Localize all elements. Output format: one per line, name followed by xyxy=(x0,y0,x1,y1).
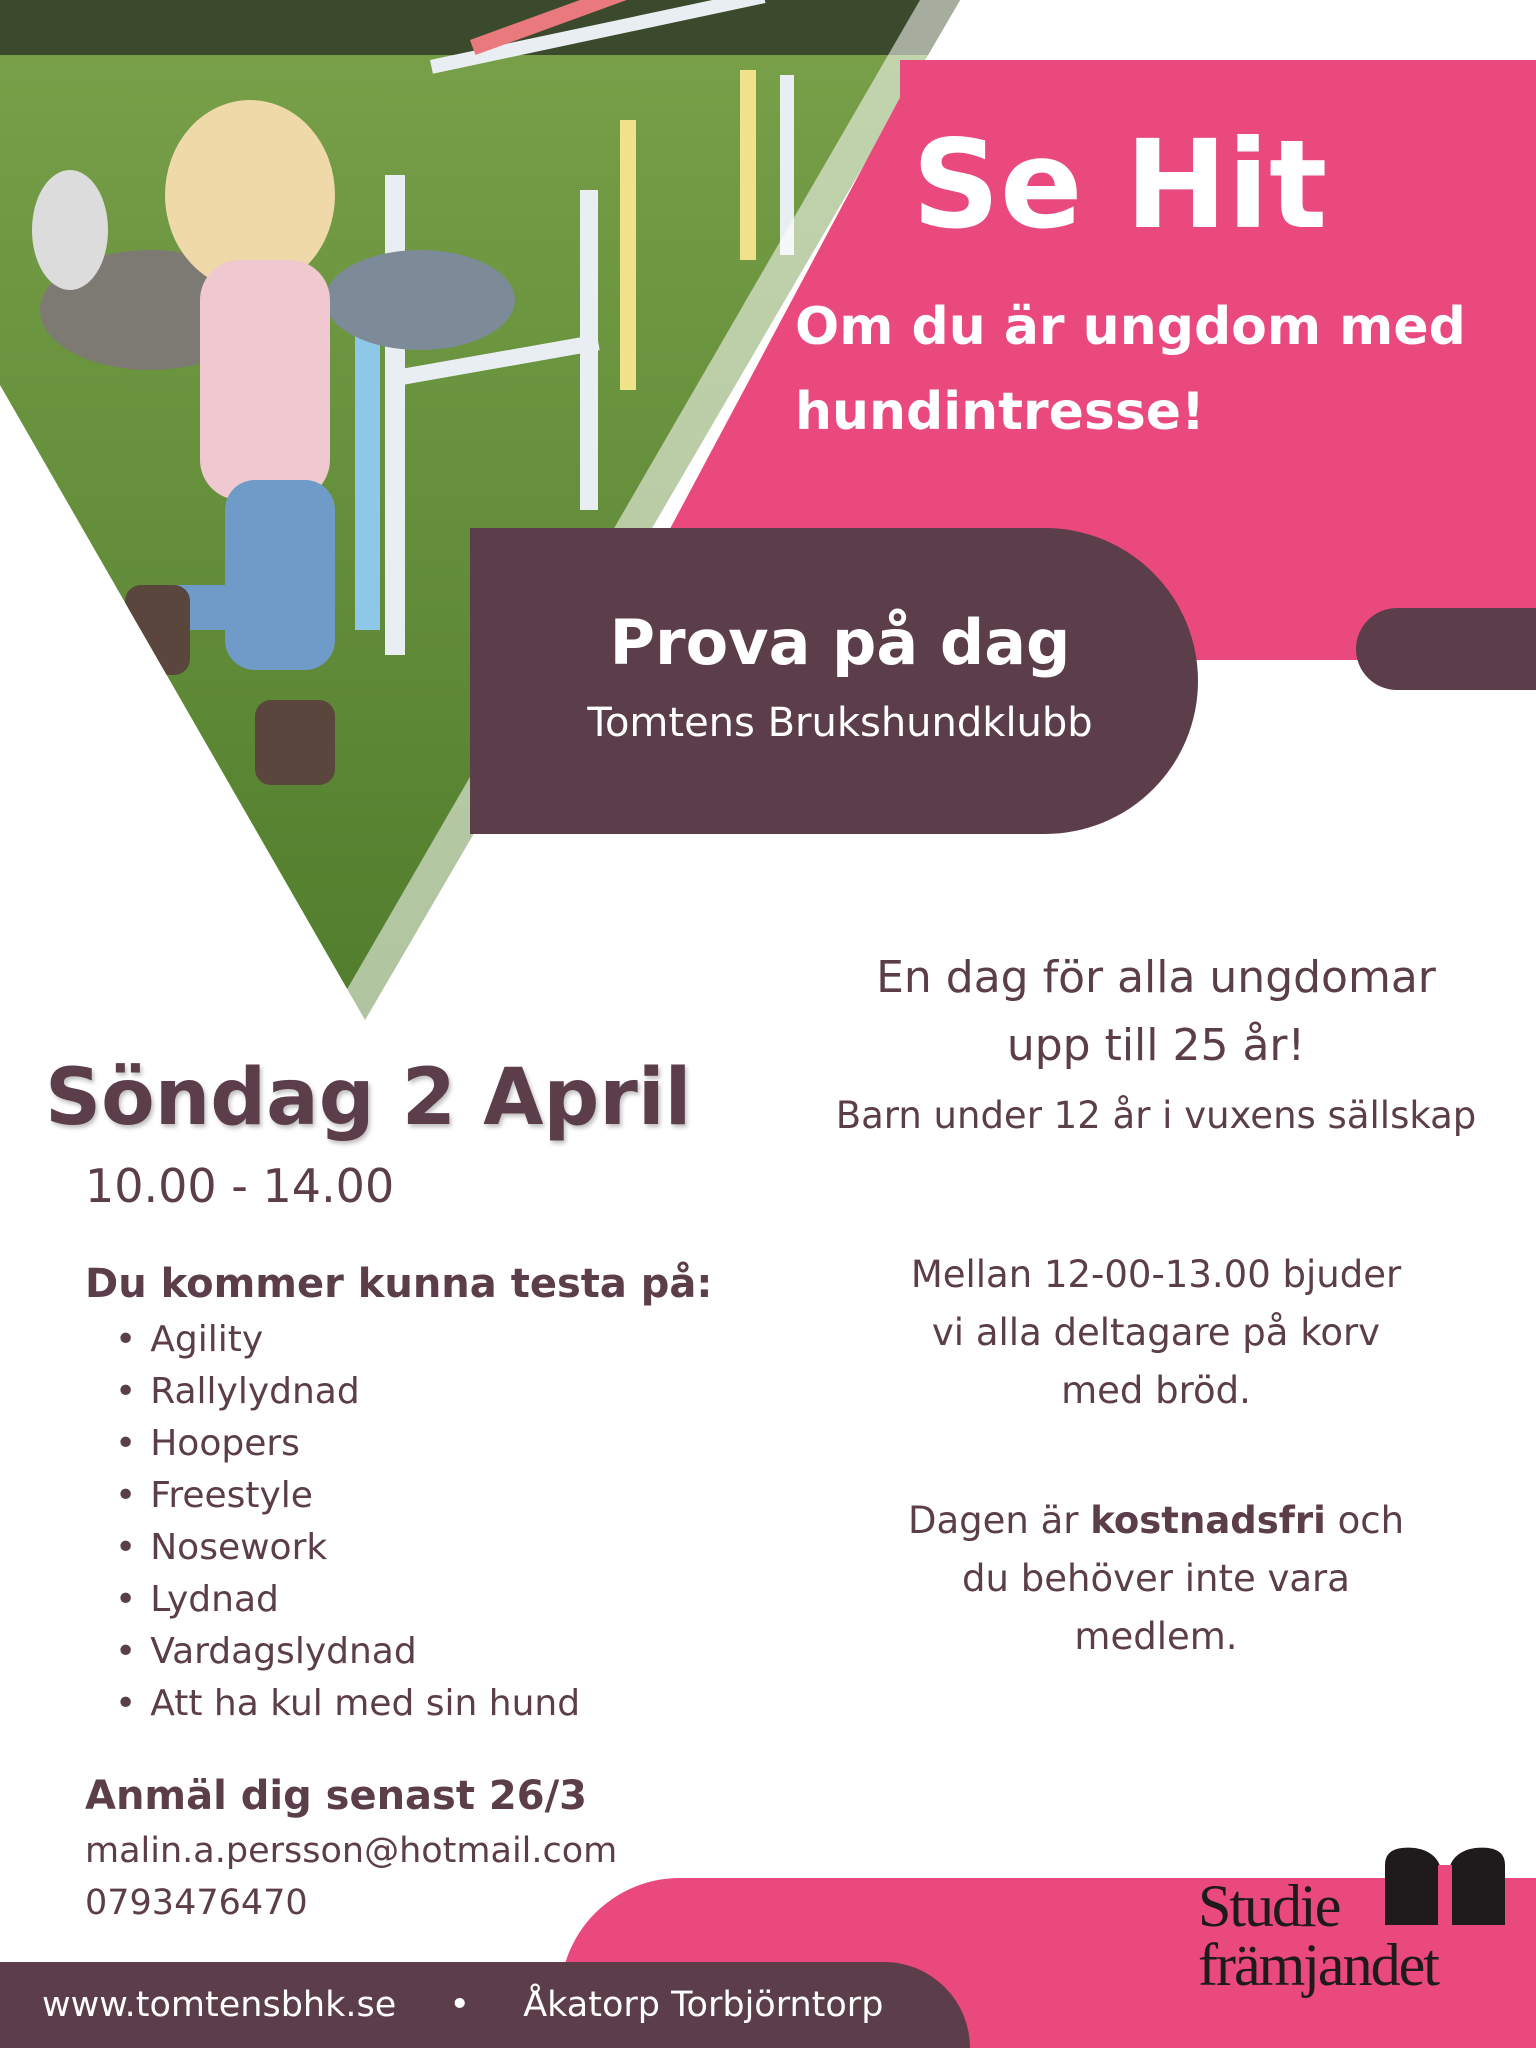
event-time: 10.00 - 14.00 xyxy=(85,1159,395,1213)
list-item: • Nosework xyxy=(115,1522,580,1574)
list-item: • Agility xyxy=(115,1314,580,1366)
list-item: • Vardagslydnad xyxy=(115,1626,580,1678)
page-title: Se Hit xyxy=(912,114,1328,256)
header-subtitle-line1: Om du är ungdom med xyxy=(795,297,1466,357)
info-line1: En dag för alla ungdomar xyxy=(876,952,1436,1003)
free-line1-bold: kostnadsfri xyxy=(1090,1499,1326,1542)
club-name: Tomtens Brukshundklubb xyxy=(587,700,1093,746)
activities-list xyxy=(115,1314,580,1730)
free-line1-pre: Dagen är xyxy=(907,1499,1091,1542)
contact-phone[interactable]: 0793476470 xyxy=(85,1883,308,1923)
list-item: • Rallylydnad xyxy=(115,1366,580,1418)
lunch-line1: Mellan 12-00-13.00 bjuder xyxy=(910,1253,1402,1296)
logo-line2: främjandet xyxy=(1198,1932,1438,1998)
list-item: • Att ha kul med sin hund xyxy=(115,1678,580,1730)
footer-text xyxy=(42,1980,883,2030)
logo-line1: Studie xyxy=(1198,1873,1340,1939)
event-date: Söndag 2 April xyxy=(45,1053,692,1143)
free-line3: medlem. xyxy=(1074,1615,1238,1658)
event-name: Prova på dag xyxy=(609,606,1071,679)
list-item: • Lydnad xyxy=(115,1574,580,1626)
contact-email[interactable]: malin.a.persson@hotmail.com xyxy=(85,1831,618,1871)
register-heading: Anmäl dig senast 26/3 xyxy=(85,1773,588,1819)
free-line2: du behöver inte vara xyxy=(962,1557,1350,1600)
book-logo-icon xyxy=(1380,1840,1510,1930)
list-item: • Freestyle xyxy=(115,1470,580,1522)
event-pill xyxy=(470,528,1198,834)
free-line1 xyxy=(800,1496,1512,1546)
footer-website[interactable]: www.tomtensbhk.se xyxy=(42,1985,397,2025)
list-item: • Hoopers xyxy=(115,1418,580,1470)
footer-separator: • xyxy=(449,1985,471,2025)
free-line1-post: och xyxy=(1325,1499,1405,1542)
header-subtitle-line2: hundintresse! xyxy=(795,382,1205,442)
lunch-line2: vi alla deltagare på korv xyxy=(931,1311,1381,1354)
decorative-pill xyxy=(1356,608,1536,690)
lunch-line3: med bröd. xyxy=(1061,1369,1251,1412)
info-line3: Barn under 12 år i vuxens sällskap xyxy=(835,1094,1477,1137)
footer-location: Åkatorp Torbjörntorp xyxy=(523,1985,884,2025)
activities-heading: Du kommer kunna testa på: xyxy=(85,1261,713,1307)
info-line2: upp till 25 år! xyxy=(1006,1020,1306,1071)
